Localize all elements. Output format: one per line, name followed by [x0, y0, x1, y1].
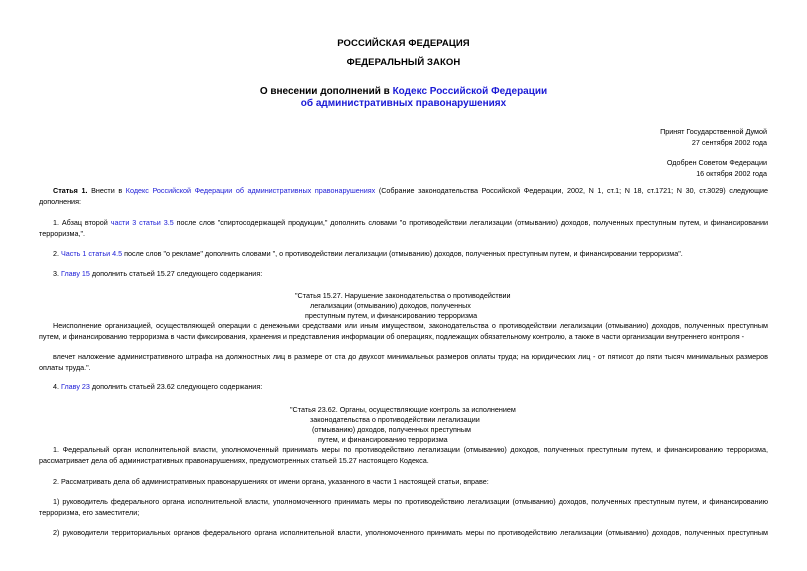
country-heading: РОССИЙСКАЯ ФЕДЕРАЦИЯ [337, 38, 470, 49]
article2362-p2: 2. Рассматривать дела об административных правонарушениях от имени органа, указанного в части 1 настоящей статьи, вправе: [53, 477, 489, 486]
article1527-heading-2: легализации (отмыванию) доходов, полученных [310, 301, 471, 310]
item1-b: после слов "спиртосодержащей продукции," дополнить словами "о противодействии легализации (отмыванию) доходов, полученных преступным путем, и финансировании терроризма,". [39, 218, 768, 238]
article2362-p1: 1. Федеральный орган исполнительной власти, уполномоченный принимать меры по противодействию легализации (отмыванию) доходов, полученных преступным путем, и финансированию терроризма, рассматривает дела об административных правонарушениях, предусмотренных статьей 15.27 настоящего Кодекса. [39, 445, 768, 465]
law-title-line1 [0, 86, 807, 97]
item1-a: 1. Абзац второй [53, 218, 111, 227]
law-title-prefix: О внесении дополнений в [259, 86, 393, 97]
item2-link[interactable]: Часть 1 статьи 4.5 [61, 249, 123, 258]
article1-intro-b: (Собрание законодательства Российской Федерации, 2002, N 1, ст.1; N 18, ст.1721; N 30, ст.3029) следующие дополнения: [39, 186, 769, 206]
law-title-line2[interactable]: об административных правонарушениях [300, 98, 507, 109]
item4-a: 4. [53, 382, 61, 391]
code-link-article1[interactable]: Кодекс Российской Федерации об административных правонарушениях [125, 186, 376, 195]
adopted-date: 27 сентября 2002 года [691, 138, 767, 147]
item4-link[interactable]: Главу 23 [61, 382, 90, 391]
article1-label: Статья 1. [53, 186, 88, 195]
article2362-heading-2: законодательства о противодействии легализации [310, 415, 480, 424]
law-type-heading: ФЕДЕРАЛЬНЫЙ ЗАКОН [346, 57, 461, 68]
item3-link[interactable]: Главу 15 [61, 269, 90, 278]
item2-a: 2. [53, 249, 61, 258]
article2362-p4: 2) руководители территориальных органов федерального органа исполнительной власти, уполномоченного принимать меры по противодействию легализации (отмыванию) доходов, полученных преступным [53, 528, 768, 537]
code-link[interactable]: Кодекс Российской Федерации [392, 86, 548, 97]
article2362-heading-1: "Статья 23.62. Органы, осуществляющие контроль за исполнением [290, 405, 516, 414]
item3-a: 3. [53, 269, 61, 278]
item3-paragraph [39, 268, 768, 279]
approved-by: Одобрен Советом Федерации [666, 158, 767, 167]
item4-paragraph [39, 381, 768, 392]
item1-link[interactable]: части 3 статьи 3.5 [110, 218, 174, 227]
item2-paragraph [39, 248, 768, 259]
article2362-p3: 1) руководитель федерального органа исполнительной власти, уполномоченного принимать меры по противодействию легализации (отмыванию) доходов, полученных преступным путем, и финансированию терроризма, его заместители; [39, 497, 768, 517]
article1527-heading-3: преступным путем, и финансированию терроризма [305, 311, 478, 320]
item4-b: дополнить статьей 23.62 следующего содержания: [89, 382, 263, 391]
article1527-heading-1: "Статья 15.27. Нарушение законодательства о противодействии [295, 291, 511, 300]
approved-date: 16 октября 2002 года [696, 169, 767, 178]
article2362-heading-4: путем, и финансированию терроризма [318, 435, 448, 444]
adopted-by: Принят Государственной Думой [660, 127, 767, 136]
item3-b: дополнить статьей 15.27 следующего содержания: [89, 269, 263, 278]
article1-intro-a: Внести в [91, 186, 126, 195]
article1527-body: Неисполнение организацией, осуществляющей операции с денежными средствами или иным имуществом, законодательства о противодействии легализации (отмыванию) доходов, полученных преступным путем, и финансированию терроризма в части фиксирования, хранения и представления информации об операциях, подлежащих обязательному контролю, а также в части организации внутреннего контроля - [39, 321, 768, 341]
article2362-heading-3: (отмыванию) доходов, полученных преступным [312, 425, 471, 434]
article1527-penalty: влечет наложение административного штрафа на должностных лиц в размере от ста до двухсот минимальных размеров оплаты труда; на юридических лиц - от пятисот до пяти тысяч минимальных размеров оплаты труда.". [39, 352, 768, 372]
item1-paragraph [39, 217, 768, 239]
item2-b: после слов "о рекламе" дополнить словами ", о противодействии легализации (отмыванию) доходов, полученных преступным путем, и финансировании терроризма". [122, 249, 683, 258]
article1-paragraph [39, 185, 768, 207]
